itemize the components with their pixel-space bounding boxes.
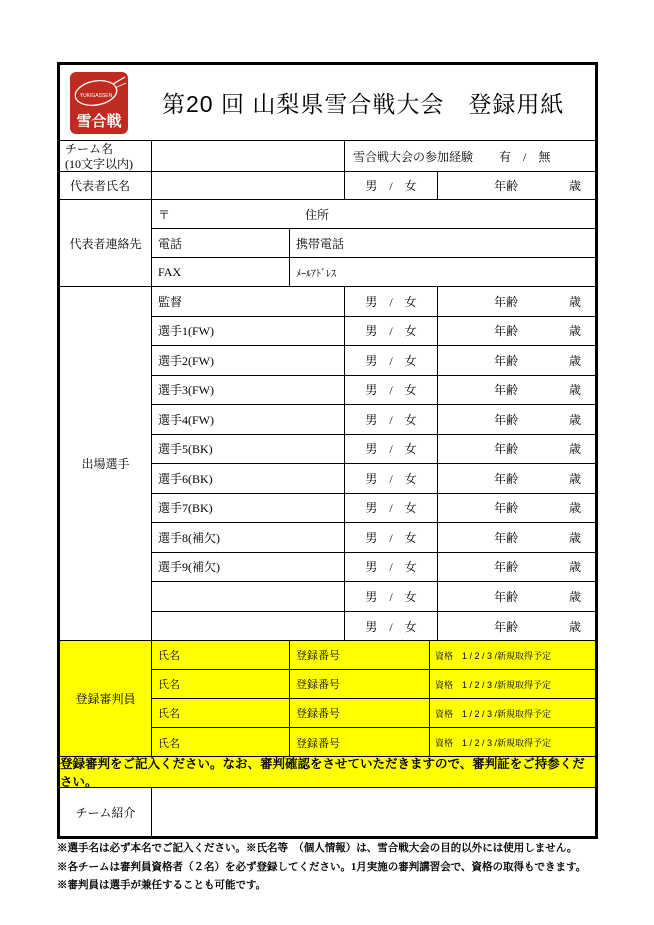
team-intro-section [60,788,595,836]
contact-label: 代表者連絡先 [60,200,152,286]
player-age-label: 年齢 [494,324,519,339]
player-gender-options: 男 / 女 [365,412,417,427]
phone-label: 電話 [158,236,183,251]
player-name-input-cell[interactable] [152,464,345,493]
referee-number-label: 登録番号 [296,650,340,662]
player-age-suffix: 歳 [568,501,581,516]
player-role-label: 選手3(FW) [158,383,214,398]
participation-options[interactable]: 有 / 無 [499,149,551,164]
team-name-input-cell[interactable] [152,141,345,171]
player-gender-cell[interactable] [345,494,438,523]
player-role-label: 選手2(FW) [158,353,214,368]
postal-mark: 〒 [158,207,171,222]
referee-number-input-cell[interactable] [290,728,430,757]
player-gender-options: 男 / 女 [365,560,417,575]
referee-notice-text: 登録審判をご記入ください。なお、審判確認をさせていただきますので、審判証をご持参ください。 [60,757,585,789]
player-row [152,494,595,524]
player-row [152,287,595,317]
player-age-cell[interactable] [438,317,595,346]
player-gender-options: 男 / 女 [365,383,417,398]
player-gender-options: 男 / 女 [365,294,417,309]
referee-name-label: 氏名 [158,650,180,662]
team-name-label-note: (10文字以内) [65,156,133,171]
referee-number-label: 登録番号 [296,679,340,691]
player-age-cell[interactable] [438,523,595,552]
player-gender-cell[interactable] [345,464,438,493]
player-age-label: 年齢 [494,353,519,368]
player-age-cell[interactable] [438,494,595,523]
player-gender-cell[interactable] [345,376,438,405]
referee-name-input-cell[interactable] [152,699,290,727]
player-age-label: 年齢 [494,501,519,516]
referee-grade-label: 資格 1 / 2 / 3 /新規取得予定 [435,650,552,661]
team-intro-label: チーム紹介 [60,788,152,836]
player-name-input-cell[interactable] [152,494,345,523]
yukigassen-logo [70,72,128,134]
player-age-label: 年齢 [494,383,519,398]
referee-notice-banner [60,757,595,788]
player-age-label: 年齢 [494,589,519,604]
player-age-label: 年齢 [494,560,519,575]
footnote-line: ※選手名は必ず本名でご記入ください。※氏名等 （個人情報）は、雪合戦大会の目的以外には使用しません。 [57,843,578,854]
footnote-line: ※審判員は選手が兼任することも可能です。 [57,880,267,891]
team-intro-input-cell[interactable] [152,788,595,836]
form-title: 第20 回 山梨県雪合戦大会 登録用紙 [162,91,565,117]
player-row [152,612,595,642]
player-row [152,553,595,583]
player-row [152,523,595,553]
player-age-cell[interactable] [438,346,595,375]
player-gender-cell[interactable] [345,346,438,375]
address-label: 住所 [305,207,330,222]
referee-number-input-cell[interactable] [290,670,430,698]
player-name-input-cell[interactable] [152,317,345,346]
player-row [152,582,595,612]
player-age-suffix: 歳 [568,383,581,398]
participation-cell[interactable] [345,141,595,171]
player-row [152,376,595,406]
player-age-cell[interactable] [438,553,595,582]
player-age-suffix: 歳 [568,589,581,604]
contact-section [60,200,595,287]
player-role-label: 選手6(BK) [158,471,213,486]
player-row [152,317,595,347]
player-age-label: 年齢 [494,294,519,309]
contact-phone-row [152,229,595,258]
player-gender-options: 男 / 女 [365,530,417,545]
player-row [152,435,595,465]
registration-form [57,62,598,839]
logo-text-en: YUKIGASSEN [79,92,113,99]
player-age-suffix: 歳 [568,530,581,545]
player-age-label: 年齢 [494,412,519,427]
player-age-cell[interactable] [438,464,595,493]
player-age-cell[interactable] [438,582,595,611]
player-row [152,464,595,494]
player-gender-options: 男 / 女 [365,589,417,604]
referee-grade-cell[interactable] [430,699,595,727]
players-label: 出場選手 [60,287,152,640]
contact-address-row [152,200,595,229]
player-age-label: 年齢 [494,442,519,457]
team-name-label-text: チーム名 [65,141,114,156]
address-input-cell[interactable] [152,200,595,228]
player-role-label: 選手4(FW) [158,412,214,427]
player-name-input-cell[interactable] [152,376,345,405]
player-role-label: 選手8(補欠) [158,530,220,545]
representative-name-input-cell[interactable] [152,172,345,199]
player-age-suffix: 歳 [568,442,581,457]
player-role-label: 選手5(BK) [158,442,213,457]
representative-age-suffix: 歳 [568,179,581,193]
player-age-label: 年齢 [494,530,519,545]
email-input-cell[interactable] [290,258,595,287]
mobile-input-cell[interactable] [290,229,595,257]
mobile-label: 携帯電話 [296,236,345,251]
player-age-suffix: 歳 [568,324,581,339]
player-gender-cell[interactable] [345,582,438,611]
player-gender-cell[interactable] [345,317,438,346]
player-age-suffix: 歳 [568,412,581,427]
player-age-cell[interactable] [438,435,595,464]
referee-grade-cell[interactable] [430,728,595,757]
player-gender-options: 男 / 女 [365,353,417,368]
player-age-suffix: 歳 [568,560,581,575]
player-name-input-cell[interactable] [152,287,345,316]
representative-gender-options: 男 / 女 [365,179,417,193]
player-gender-options: 男 / 女 [365,619,417,634]
player-gender-cell[interactable] [345,405,438,434]
player-name-input-cell[interactable] [152,553,345,582]
participation-label: 雪合戦大会の参加経験 [353,149,474,164]
player-gender-cell[interactable] [345,612,438,642]
player-age-cell[interactable] [438,405,595,434]
player-gender-options: 男 / 女 [365,324,417,339]
player-age-suffix: 歳 [568,471,581,486]
team-name-label [60,141,152,171]
player-age-suffix: 歳 [568,294,581,309]
referee-grade-cell[interactable] [430,641,595,669]
player-name-input-cell[interactable] [152,582,345,611]
player-role-label: 監督 [158,294,183,309]
referee-row [152,670,595,699]
referee-row [152,728,595,757]
logo-text-jp: 雪合戦 [76,113,122,130]
referee-number-label: 登録番号 [296,737,340,750]
referee-name-label: 氏名 [158,679,180,691]
player-age-cell[interactable] [438,612,595,642]
player-name-input-cell[interactable] [152,435,345,464]
referee-name-input-cell[interactable] [152,670,290,698]
team-name-row [60,141,595,172]
representative-age-cell[interactable] [438,172,595,199]
player-age-cell[interactable] [438,376,595,405]
player-name-input-cell[interactable] [152,346,345,375]
referee-name-label: 氏名 [158,708,180,720]
player-role-label: 選手9(補欠) [158,560,220,575]
referee-grade-label: 資格 1 / 2 / 3 /新規取得予定 [435,738,552,748]
fax-label: FAX [158,265,182,279]
email-label: ﾒｰﾙｱﾄﾞﾚｽ [296,269,336,280]
referees-section [60,641,595,757]
phone-input-cell[interactable] [152,229,290,257]
contact-fax-row [152,258,595,287]
representative-row [60,172,595,200]
player-age-label: 年齢 [494,619,519,634]
player-gender-options: 男 / 女 [365,471,417,486]
player-name-input-cell[interactable] [152,612,345,642]
player-role-label: 選手7(BK) [158,501,213,516]
referee-grade-cell[interactable] [430,670,595,698]
referee-row [152,641,595,670]
player-gender-cell[interactable] [345,553,438,582]
referee-grade-label: 資格 1 / 2 / 3 /新規取得予定 [435,679,552,690]
referee-name-input-cell[interactable] [152,728,290,757]
referees-label: 登録審判員 [60,641,152,756]
player-age-cell[interactable] [438,287,595,316]
player-gender-options: 男 / 女 [365,442,417,457]
referee-number-input-cell[interactable] [290,641,430,669]
representative-age-label: 年齢 [494,179,519,193]
form-header [60,65,595,141]
player-age-label: 年齢 [494,471,519,486]
player-gender-cell[interactable] [345,435,438,464]
player-gender-cell[interactable] [345,523,438,552]
referee-grade-label: 資格 1 / 2 / 3 /新規取得予定 [435,708,552,719]
player-name-input-cell[interactable] [152,405,345,434]
player-row [152,405,595,435]
player-age-suffix: 歳 [568,619,581,634]
referee-row [152,699,595,728]
players-section [60,287,595,641]
fax-input-cell[interactable] [152,258,290,287]
referee-number-input-cell[interactable] [290,699,430,727]
referee-number-label: 登録番号 [296,708,340,720]
player-gender-options: 男 / 女 [365,501,417,516]
player-role-label: 選手1(FW) [158,324,214,339]
referee-name-label: 氏名 [158,737,180,750]
player-row [152,346,595,376]
representative-gender-cell[interactable] [345,172,438,199]
footnote-line: ※各チームは審判員資格者（２名）を必ず登録してください。1月実施の審判講習会で、資格の取得もできます。 [57,861,587,873]
representative-label: 代表者氏名 [60,172,152,199]
footnotes [57,840,617,896]
referee-name-input-cell[interactable] [152,641,290,669]
player-gender-cell[interactable] [345,287,438,316]
player-name-input-cell[interactable] [152,523,345,552]
player-age-suffix: 歳 [568,353,581,368]
